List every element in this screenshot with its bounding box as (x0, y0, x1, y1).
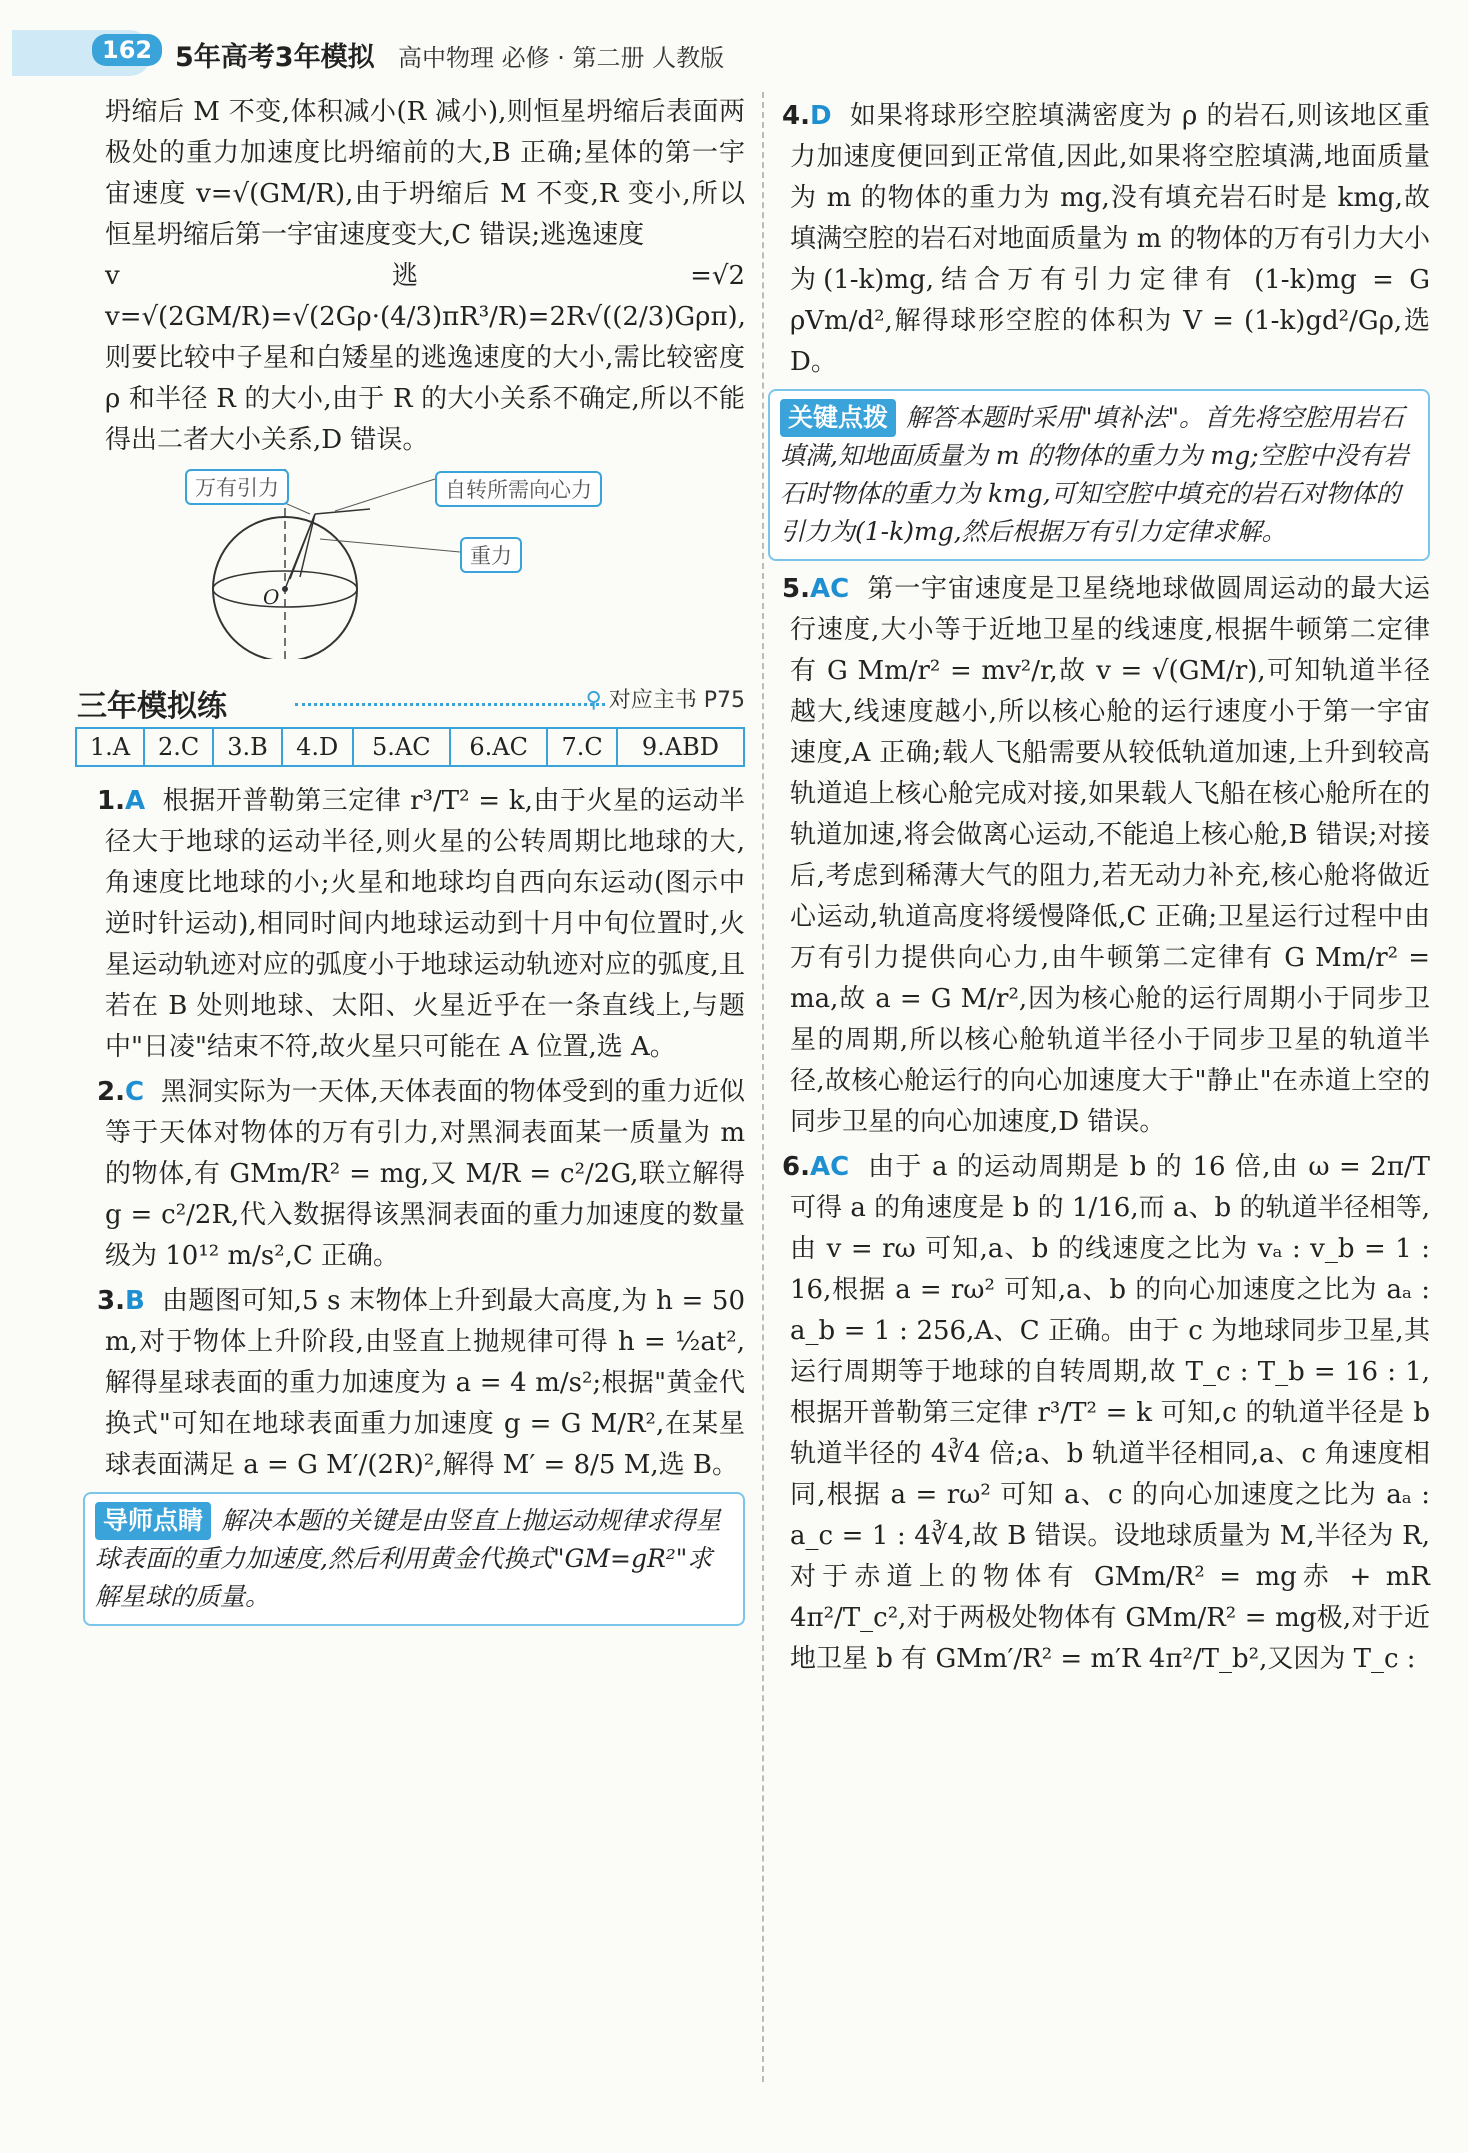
section-title: 三年模拟练 (77, 689, 227, 724)
section-reference (586, 683, 745, 714)
item-number: 3. (97, 1286, 125, 1316)
answer-cell: 5.AC (353, 728, 450, 766)
solution-item-2 (97, 1072, 745, 1277)
item-number: 2. (97, 1077, 125, 1107)
item-text: 由题图可知,5 s 末物体上升到最大高度,为 h = 50 m,对于物体上升阶段,由竖直上抛规律可得 h = ½at²,解得星球表面的重力加速度为 a = 4 m/s²;根据"黄金代换式"可知在地球表面重力加速度 g = G M/R²,在某星球表面满足 a = G M′/(2R)²,解得 M′ = 8/5 M,选 B。 (105, 1286, 746, 1480)
answer-cell: 9.ABD (617, 728, 744, 766)
book-brand: 5年高考3年模拟 (175, 42, 375, 73)
section-dotted-rule (295, 703, 605, 706)
answer-row (76, 728, 744, 766)
sphere-force-diagram (105, 469, 745, 659)
answer-cell: 4.D (282, 728, 353, 766)
answer-cell: 3.B (213, 728, 281, 766)
center-point (282, 586, 288, 592)
item-text: 由于 a 的运动周期是 b 的 16 倍,由 ω = 2π/T 可得 a 的角速度是 b 的 1/16,而 a、b 的轨道半径相等,由 v = rω 可知,a、b 的线速度之比为 vₐ : v_b = 1 : 16,根据 a = rω² 可知,a、b 的向心加速度之比为 aₐ : a_b = 1 : 256,A、C 正确。由于 c 为地球同步卫星,其运行周期等于地球的自转周期,故 T_c : T_b = 16 : 1,根据开普勒第三定律 r³/T² = k 可知,c 的轨道半径是 b 轨道半径的 4∛4 倍;a、b 轨道半径相同,a、c 角速度相同,根据 a = rω² 可知 a、c 的向心加速度之比为 aₐ : a_c = 1 : 4∛4,故 B 错误。设地球质量为 M,半径为 R,对于赤道上的物体有 GMm/R² = mg赤 + mR 4π²/T_c²,对于两极处物体有 GMm/R² = mg极,对于近地卫星 b 有 GMm′/R² = m′R 4π²/T_b²,又因为 T_c : (790, 1152, 1431, 1674)
solution-item-4 (782, 96, 1430, 383)
right-column (780, 92, 1431, 1680)
item-number: 6. (782, 1152, 810, 1182)
centripetal-arrow (315, 509, 370, 514)
search-icon: ⚲ (585, 688, 602, 713)
intro-paragraph-1: 坍缩后 M 不变,体积减小(R 减小),则恒星坍缩后表面两极处的重力加速度比坍缩前的大,B 正确;星体的第一宇宙速度 v=√(GM/R),由于坍缩后 M 不变,R 变小,所以恒星坍缩后第一宇宙速度变大,C 错误;逃逸速度 (105, 97, 745, 250)
solution-item-5 (782, 569, 1430, 1143)
item-text: 第一宇宙速度是卫星绕地球做圆周运动的最大运行速度,大小等于近地卫星的线速度,根据牛顿第二定律有 G Mm/r² = mv²/r,故 v = √(GM/r),可知轨道半径越大,线速度越小,所以核心舱的运行速度小于第一宇宙速度,A 正确;载人飞船需要从较低轨道加速,上升到较高轨道追上核心舱完成对接,如果载人飞船在核心舱所在的轨道加速,将会做离心运动,不能追上核心舱,B 错误;对接后,考虑到稀薄大气的阻力,若无动力补充,核心舱将做近心运动,轨道高度将缓慢降低,C 正确;卫星运行过程中由万有引力提供向心力,由牛顿第二定律有 G Mm/r² = ma,故 a = G M/r²,因为核心舱的运行周期小于同步卫星的周期,所以核心舱轨道半径小于同步卫星的轨道半径,故核心舱运行的向心加速度大于"静止"在赤道上空的同步卫星的向心加速度,D 错误。 (790, 574, 1430, 1137)
key-tip-text: 解答本题时采用"填补法"。首先将空腔用岩石填满,知地面质量为 m 的物体的重力为 mg;空腔中没有岩石时物体的重力为 kmg,可知空腔中填充的岩石对物体的引力为(1-k)mg,然后根据万有引力定律求解。 (780, 403, 1409, 546)
item-answer: D (809, 101, 832, 131)
answer-cell: 6.AC (450, 728, 547, 766)
label-center-o: O (263, 585, 280, 609)
leader-line-3 (320, 539, 460, 552)
intro-paragraph-2: v逃=√2 v=√(2GM/R)=√(2Gρ·(4/3)πR³/R)=2R√((2/3)Gρπ),则要比较中子星和白矮星的逃逸速度的大小,需比较密度 ρ 和半径 R 的大小,由于 R 的大小关系不确定,所以不能得出二者大小关系,D 错误。 (105, 261, 746, 455)
section-reference-text: 对应主书 P75 (608, 688, 745, 713)
label-gravity: 重力 (460, 537, 522, 573)
tutor-tip-tag: 导师点睛 (95, 1502, 211, 1540)
book-subject: 高中物理 必修 · 第二册 人教版 (398, 44, 725, 72)
answer-cell: 7.C (547, 728, 617, 766)
label-centripetal-force: 自转所需向心力 (435, 471, 602, 507)
item-text: 黑洞实际为一天体,天体表面的物体受到的重力近似等于天体对物体的万有引力,对黑洞表面某一质量为 m 的物体,有 GMm/R² = mg,又 M/R = c²/2G,联立解得 g = c²/2R,代入数据得该黑洞表面的重力加速度的数量级为 10¹² m/s²,C 正确。 (105, 1077, 745, 1271)
item-number: 1. (97, 786, 125, 816)
item-number: 5. (782, 574, 810, 604)
solution-item-6 (782, 1147, 1431, 1680)
key-tip-box (768, 389, 1430, 561)
solution-item-3 (97, 1281, 746, 1486)
leader-line-2 (335, 479, 435, 511)
left-column (77, 92, 746, 1634)
tutor-tip-text: 解决本题的关键是由竖直上抛运动规律求得星球表面的重力加速度,然后利用黄金代换式"GM=gR²"求解星球的质量。 (95, 1506, 722, 1611)
item-answer: AC (809, 1152, 850, 1182)
key-tip-tag: 关键点拨 (780, 399, 896, 437)
answer-cell: 1.A (76, 728, 144, 766)
page-header (0, 30, 1468, 76)
column-divider (762, 92, 764, 2082)
solution-item-1 (97, 781, 746, 1068)
tutor-tip-box (83, 1492, 745, 1626)
item-number: 4. (782, 101, 810, 131)
answer-table (75, 727, 745, 767)
page-number: 162 (92, 34, 162, 66)
answer-cell: 2.C (144, 728, 214, 766)
section-header (77, 677, 745, 724)
label-gravitation: 万有引力 (185, 469, 289, 505)
item-answer: AC (809, 574, 850, 604)
item-answer: C (124, 1077, 145, 1107)
item-answer: A (124, 786, 146, 816)
item-answer: B (124, 1286, 145, 1316)
item-text: 如果将球形空腔填满密度为 ρ 的岩石,则该地区重力加速度便回到正常值,因此,如果将空腔填满,地面质量为 m 的物体的重力为 mg,没有填充岩石时是 kmg,故填满空腔的岩石对地面质量为 m 的物体的万有引力大小为(1-k)mg,结合万有引力定律有 (1-k)mg = G ρVm/d²,解得球形空腔的体积为 V = (1-k)gd²/Gρ,选 D。 (790, 101, 1430, 377)
item-text: 根据开普勒第三定律 r³/T² = k,由于火星的运动半径大于地球的运动半径,则火星的公转周期比地球的大,角速度比地球的小;火星和地球均自西向东运动(图示中逆时针运动),相同时间内地球运动到十月中旬位置时,火星运动轨迹对应的弧度小于地球运动轨迹对应的弧度,且若在 B 处则地球、太阳、火星近乎在一条直线上,与题中"日凌"结束不符,故火星只可能在 A 位置,选 A。 (105, 786, 746, 1062)
